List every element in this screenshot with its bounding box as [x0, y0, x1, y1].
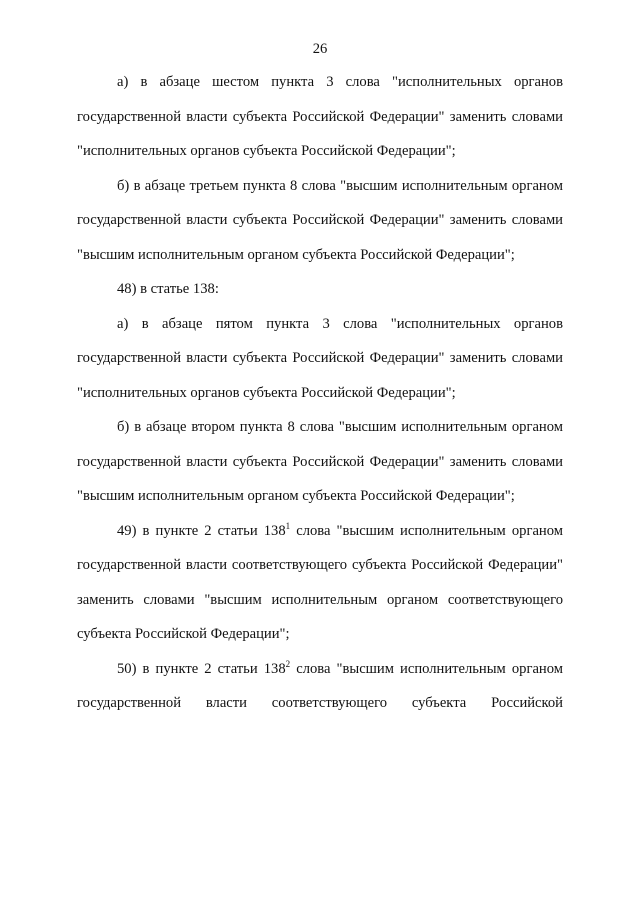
- paragraph-item-48: 48) в статье 138:: [117, 281, 219, 297]
- paragraph-item-50-text: слова "высшим исполнительным органом государственной власти соответствующего субъекта Российской: [77, 660, 563, 711]
- paragraph-item-50-lead: 50) в пункте 2 статьи 138: [117, 660, 286, 677]
- paragraph-a-item-48: а) в абзаце пятом пункта 3 слова "исполнительных органов государственной власти субъекта Российской Федерации" заменить словами "исполнительных органов субъекта Российской Федерации";: [77, 315, 563, 401]
- paragraph-b-item-48: б) в абзаце втором пункта 8 слова "высшим исполнительным органом государственной власти субъекта Российской Федерации" заменить словами "высшим исполнительным органом субъекта Российской Федерации";: [77, 419, 563, 504]
- page-number: 26: [312, 41, 328, 57]
- paragraph-b-item-47: б) в абзаце третьем пункта 8 слова "высшим исполнительным органом государственной власти субъекта Российской Федерации" заменить словами "высшим исполнительным органом субъекта Российской Федерации";: [77, 177, 563, 263]
- paragraph-a-item-47: а) в абзаце шестом пункта 3 слова "исполнительных органов государственной власти субъекта Российской Федерации" заменить словами "исполнительных органов субъекта Российской Федерации";: [77, 74, 563, 159]
- document-body: [77, 65, 563, 721]
- superscript-1: 1: [285, 520, 291, 531]
- paragraph-item-49-text: слова "высшим исполнительным органом государственной власти соответствующего субъекта Российской Федерации" заменить словами "высшим исполнительным органом соответствующего субъекта Российской Федерации";: [77, 522, 563, 642]
- paragraph-item-50: [77, 652, 563, 721]
- paragraph-item-49-lead: 49) в пункте 2 статьи 138: [117, 522, 286, 539]
- superscript-2: 2: [285, 658, 291, 669]
- paragraph-item-49: [77, 514, 563, 652]
